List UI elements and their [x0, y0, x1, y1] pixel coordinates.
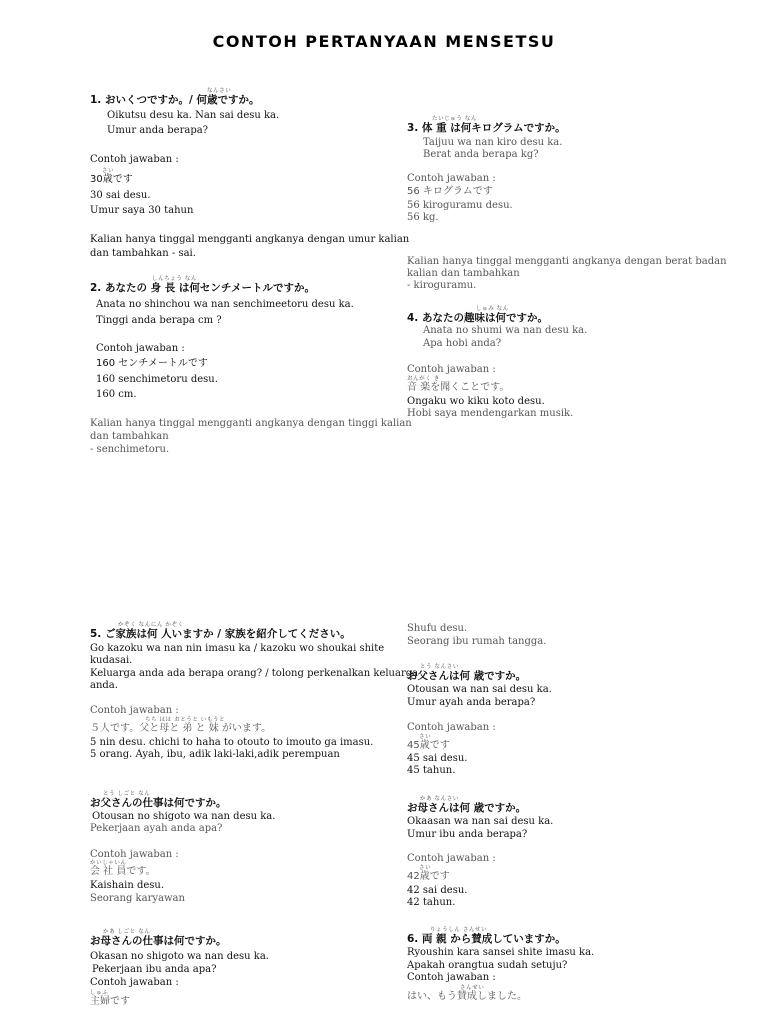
ruby-annotation: かあ しごと なん [103, 929, 151, 935]
page-title: CONTOH PERTANYAAN MENSETSU [212, 32, 556, 51]
question-1-romaji: Oikutsu desu ka. Nan sai desu ka. [107, 110, 280, 121]
answer-5-translation: 5 orang. Ayah, ibu, adik laki-laki,adik perempuan [90, 749, 340, 760]
question-2-romaji: Anata no shinchou wa nan senchimeetoru desu ka. [96, 299, 354, 310]
ruby-annotation: さんせい [460, 985, 485, 991]
answer-father-job-romaji: Kaishain desu. [90, 880, 165, 891]
ruby-annotation: かぞく なんにん かぞく [118, 622, 184, 628]
contoh-jawaban-label: Contoh jawaban : [96, 343, 185, 354]
answer-2-romaji: 160 senchimetoru desu. [96, 374, 218, 385]
answer-mother-age-translation: 42 tahun. [407, 897, 456, 908]
question-6-romaji: Ryoushin kara sansei shite imasu ka. [407, 947, 595, 958]
question-father-age-translation: Umur ayah anda berapa? [407, 697, 536, 708]
ruby-annotation: しゅみ なん [476, 306, 509, 312]
question-father-age-romaji: Otousan wa nan sai desu ka. [407, 684, 552, 695]
answer-father-age-japanese: 45歳です [407, 740, 450, 751]
note-1-line-2: dan tambahkan - sai. [90, 248, 196, 259]
question-4-translation: Apa hobi anda? [423, 338, 502, 349]
ruby-annotation: さい [419, 734, 432, 740]
answer-4-japanese: 音 楽を聞くことです。 [407, 382, 510, 393]
question-6-translation: Apakah orangtua sudah setuju? [407, 960, 568, 971]
answer-6-japanese: はい、もう賛成しました。 [407, 991, 527, 1002]
question-mother-age: お母さんは何 歳ですか。 [407, 802, 527, 814]
note-3-line-1: Kalian hanya tinggal mengganti angkanya dengan berat badan [407, 256, 727, 267]
ruby-annotation: さい [102, 168, 115, 174]
question-mother-job-translation: Pekerjaan ibu anda apa? [92, 964, 217, 975]
question-father-age: お父さんは何 歳ですか。 [407, 670, 527, 682]
note-2-line-2: dan tambahkan [90, 431, 169, 442]
note-2-line-1: Kalian hanya tinggal mengganti angkanya dengan tinggi kalian [90, 418, 412, 429]
question-2: 2. あなたの 身 長 は何センチメートルですか。 [90, 282, 315, 294]
question-3-translation: Berat anda berapa kg? [423, 149, 539, 160]
question-6: 6. 両 親 から賛成していますか。 [407, 933, 566, 945]
ruby-annotation: りょうしん さんせい [430, 927, 488, 933]
answer-mother-job-translation: Seorang ibu rumah tangga. [407, 636, 547, 647]
ruby-annotation: とう なんさい [420, 664, 459, 670]
contoh-jawaban-label: Contoh jawaban : [407, 972, 496, 983]
answer-1-japanese: 30歳です [90, 174, 133, 185]
answer-father-age-translation: 45 tahun. [407, 765, 456, 776]
answer-3-japanese: 56 キログラムです [407, 186, 493, 197]
question-5: 5. ご家族は何 人いますか / 家族を紹介してください。 [90, 628, 351, 640]
answer-3-translation: 56 kg. [407, 212, 439, 223]
question-3-romaji: Taijuu wa nan kiro desu ka. [423, 137, 563, 148]
ruby-annotation: ちち はは おとうと いもうと [145, 717, 226, 723]
question-mother-age-romaji: Okaasan wa nan sai desu ka. [407, 816, 554, 827]
question-father-job-translation: Pekerjaan ayah anda apa? [90, 823, 223, 834]
answer-2-japanese: 160 センチメートルです [96, 358, 208, 369]
contoh-jawaban-label: Contoh jawaban : [90, 154, 179, 165]
contoh-jawaban-label: Contoh jawaban : [90, 705, 179, 716]
ruby-annotation: かあ なんさい [420, 796, 459, 802]
answer-1-translation: Umur saya 30 tahun [90, 205, 194, 216]
ruby-annotation: おんがく き [407, 376, 440, 382]
answer-2-translation: 160 cm. [96, 389, 137, 400]
question-father-job: お父さんの仕事は何ですか。 [90, 797, 227, 809]
note-1-line-1: Kalian hanya tinggal mengganti angkanya dengan umur kalian [90, 234, 410, 245]
answer-1-romaji: 30 sai desu. [90, 190, 151, 201]
answer-4-translation: Hobi saya mendengarkan musik. [407, 408, 574, 419]
question-1-translation: Umur anda berapa? [107, 125, 209, 136]
note-3-line-2: kalian dan tambahkan [407, 268, 520, 279]
question-5-romaji: Go kazoku wa nan nin imasu ka / kazoku wo shoukai shite [90, 643, 385, 654]
question-mother-job: お母さんの仕事は何ですか。 [90, 935, 227, 947]
question-5-translation: Keluarga anda ada berapa orang? / tolong perkenalkan keluarga [90, 668, 419, 679]
answer-3-romaji: 56 kiroguramu desu. [407, 200, 513, 211]
answer-4-romaji: Ongaku wo kiku koto desu. [407, 396, 545, 407]
question-5-translation-cont: anda. [90, 680, 118, 691]
note-2-line-3: - senchimetoru. [90, 444, 170, 455]
question-3: 3. 体 重 は何キログラムですか。 [407, 122, 566, 134]
question-1: 1. おいくつですか。/ 何歳ですか。 [90, 94, 260, 106]
ruby-annotation: なんさい [207, 88, 232, 94]
ruby-annotation: たいじゅう なん [432, 116, 478, 122]
ruby-annotation: しゅふ [90, 990, 109, 996]
answer-mother-job-romaji: Shufu desu. [407, 623, 468, 634]
contoh-jawaban-label: Contoh jawaban : [407, 853, 496, 864]
ruby-annotation: とう しごと なん [103, 791, 151, 797]
ruby-annotation: しんちょう なん [152, 276, 198, 282]
ruby-annotation: かいしゃいん [90, 860, 127, 866]
answer-mother-age-japanese: 42歳です [407, 871, 450, 882]
answer-5-japanese: ５人です。父と母と 弟 と 妹 がいます。 [90, 723, 272, 734]
contoh-jawaban-label: Contoh jawaban : [90, 849, 179, 860]
contoh-jawaban-label: Contoh jawaban : [407, 173, 496, 184]
question-5-romaji-cont: kudasai. [90, 655, 133, 666]
question-4-romaji: Anata no shumi wa nan desu ka. [423, 325, 588, 336]
note-3-line-3: - kiroguramu. [407, 280, 477, 291]
contoh-jawaban-label: Contoh jawaban : [90, 977, 179, 988]
answer-father-job-japanese: 会 社 員です。 [90, 866, 156, 877]
question-father-job-romaji: Otousan no shigoto wa nan desu ka. [92, 811, 276, 822]
question-2-translation: Tinggi anda berapa cm ? [96, 315, 222, 326]
question-mother-job-romaji: Okasan no shigoto wa nan desu ka. [90, 951, 269, 962]
answer-5-romaji: 5 nin desu. chichi to haha to otouto to imouto ga imasu. [90, 737, 374, 748]
question-4: 4. あなたの趣味は何ですか。 [407, 312, 548, 324]
answer-mother-age-romaji: 42 sai desu. [407, 885, 468, 896]
contoh-jawaban-label: Contoh jawaban : [407, 722, 496, 733]
ruby-annotation: さい [419, 865, 432, 871]
answer-father-age-romaji: 45 sai desu. [407, 753, 468, 764]
contoh-jawaban-label: Contoh jawaban : [407, 364, 496, 375]
answer-mother-job-japanese: 主婦です [90, 996, 130, 1007]
answer-father-job-translation: Seorang karyawan [90, 893, 185, 904]
question-mother-age-translation: Umur ibu anda berapa? [407, 829, 528, 840]
